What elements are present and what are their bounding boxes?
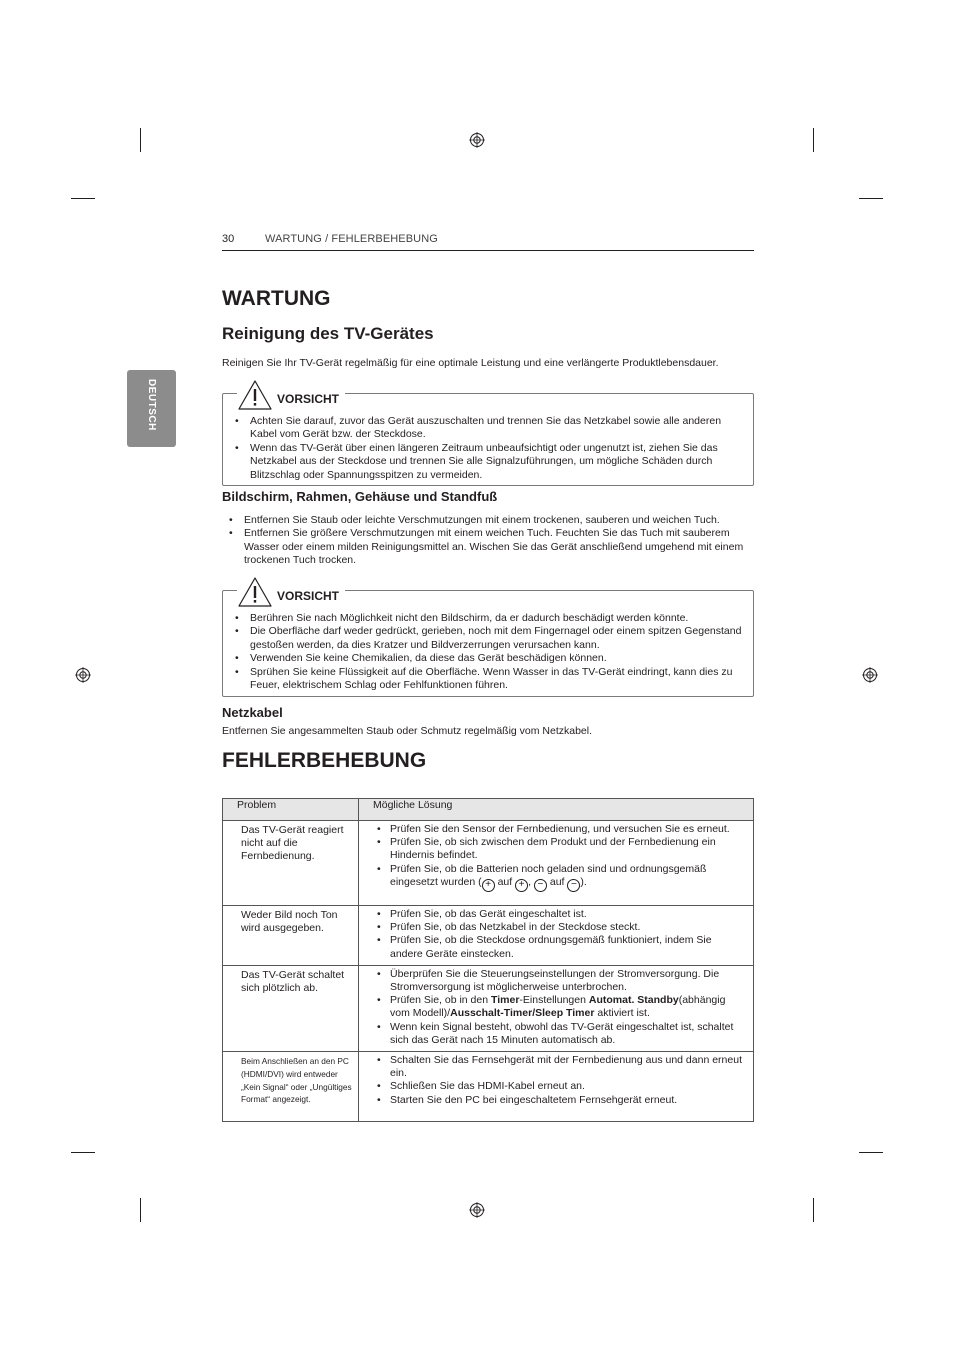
list-item: • Achten Sie darauf, zuvor das Gerät auszuschalten und trennen Sie das Netzkabel sowie alle anderen Kabel vom Gerät bzw. der Steckdose. <box>228 415 743 442</box>
caution-box <box>222 393 754 486</box>
list-item: • Schalten Sie das Fernsehgerät mit der Fernbedienung aus und dann erneut ein. <box>359 1054 747 1080</box>
registration-mark-icon <box>469 132 485 148</box>
list-item: • Prüfen Sie, ob das Netzkabel in der Steckdose steckt. <box>359 921 747 934</box>
list-item: • Starten Sie den PC bei eingeschaltetem Fernsehgerät erneut. <box>359 1094 747 1107</box>
crop-mark <box>813 128 814 152</box>
list-item: • Verwenden Sie keine Chemikalien, da diese das Gerät beschädigen können. <box>228 652 743 665</box>
crop-mark <box>859 198 883 199</box>
registration-mark-icon <box>75 667 91 683</box>
crop-mark <box>71 198 95 199</box>
minus-icon: − <box>567 879 580 892</box>
caution-box <box>222 590 754 697</box>
caution-label: VORSICHT <box>277 589 340 603</box>
problem-cell: Beim Anschließen an den PC (HDMI/DVI) wird entweder „Kein Signal“ oder „Ungültiges Format“ angezeigt. <box>241 1056 352 1105</box>
crop-mark <box>140 1198 141 1222</box>
screen-cleaning-list <box>222 514 758 568</box>
minus-icon: − <box>534 879 547 892</box>
list-item: • Entfernen Sie Staub oder leichte Verschmutzungen mit einem trockenen, sauberen und weichen Tuch. <box>222 514 758 527</box>
list-item: • Prüfen Sie, ob die Batterien noch geladen sind und ordnungsgemäß eingesetzt wurden ( + auf + , − auf − ). <box>359 863 747 892</box>
registration-mark-icon <box>862 667 878 683</box>
cable-text: Entfernen Sie angesammelten Staub oder Schmutz regelmäßig vom Netzkabel. <box>222 725 593 737</box>
caution-label: VORSICHT <box>277 392 340 406</box>
table-row <box>223 965 754 1051</box>
header-divider <box>222 250 754 251</box>
crop-mark <box>140 128 141 152</box>
list-item: • Entfernen Sie größere Verschmutzungen mit einem weichen Tuch. Feuchten Sie das Tuch mit sauberem Wasser oder einem milden Reinigungsmittel an. Wischen Sie das Gerät anschließend umgehend mit einem trockenen Tuch trocken. <box>222 527 758 567</box>
column-header-problem: Problem <box>223 799 359 821</box>
solution-list <box>359 1052 753 1111</box>
solution-list <box>359 966 753 1051</box>
list-item: • Wenn das TV-Gerät über einen längeren Zeitraum unbeaufsichtigt oder ungenutzt ist, ziehen Sie das Netzkabel aus der Steckdose und trennen Sie alle Signalzuführungen, um mögliche Schäden durch Blitzschlag oder Spannungsspitzen zu vermeiden. <box>228 442 743 482</box>
list-item: • Die Oberfläche darf weder gedrückt, gerieben, noch mit dem Fingernagel oder einem spitzen Gegenstand gestoßen werden, da dies Kratzer und Bildverzerrungen verursachen kann. <box>228 625 743 652</box>
list-item: • Sprühen Sie keine Flüssigkeit auf die Oberfläche. Wenn Wasser in das TV-Gerät eindringt, kann dies zu Feuer, elektrischem Schlag oder Fehlfunktionen führen. <box>228 666 743 693</box>
language-tab <box>127 370 176 447</box>
subsection-title: Reinigung des TV-Gerätes <box>222 324 434 343</box>
page-number: 30 <box>222 233 235 245</box>
solution-list <box>359 906 753 965</box>
list-item: • Prüfen Sie den Sensor der Fernbedienung, und versuchen Sie es erneut. <box>359 823 747 836</box>
list-item: • Prüfen Sie, ob sich zwischen dem Produkt und der Fernbedienung ein Hindernis befindet. <box>359 836 747 862</box>
problem-cell: Weder Bild noch Ton wird ausgegeben. <box>241 909 338 935</box>
caution-list <box>228 612 743 692</box>
registration-mark-icon <box>469 1202 485 1218</box>
caution-header <box>237 575 345 609</box>
list-item: • Berühren Sie nach Möglichkeit nicht den Bildschirm, da er dadurch beschädigt werden könnte. <box>228 612 743 625</box>
problem-cell: Das TV-Gerät reagiert nicht auf die Fernbedienung. <box>241 824 344 863</box>
subheading-screen: Bildschirm, Rahmen, Gehäuse und Standfuß <box>222 489 498 504</box>
warning-triangle-icon <box>237 576 273 608</box>
table-row <box>223 821 754 906</box>
language-tab-label: DEUTSCH <box>146 379 157 431</box>
subheading-netzkabel: Netzkabel <box>222 705 283 720</box>
list-item: • Prüfen Sie, ob das Gerät eingeschaltet ist. <box>359 908 747 921</box>
plus-icon: + <box>482 879 495 892</box>
list-item: • Prüfen Sie, ob in den Timer-Einstellungen Automat. Standby(abhängig vom Modell)/Ausschalt-Timer/Sleep Timer aktiviert ist. <box>359 994 747 1020</box>
list-item: • Schließen Sie das HDMI-Kabel erneut an. <box>359 1080 747 1093</box>
running-header: WARTUNG / FEHLERBEHEBUNG <box>265 233 438 245</box>
list-item: • Prüfen Sie, ob die Steckdose ordnungsgemäß funktioniert, indem Sie andere Geräte einstecken. <box>359 934 747 960</box>
intro-text: Reinigen Sie Ihr TV-Gerät regelmäßig für eine optimale Leistung und eine verlängerte Produktlebensdauer. <box>222 357 719 369</box>
table-header-row <box>223 799 754 821</box>
caution-list <box>228 415 743 482</box>
section-title-fehlerbehebung: FEHLERBEHEBUNG <box>222 749 427 772</box>
section-title-wartung: WARTUNG <box>222 287 331 310</box>
list-item: • Wenn kein Signal besteht, obwohl das TV-Gerät eingeschaltet ist, schaltet sich das Gerät nach 15 Minuten automatisch ab. <box>359 1021 747 1047</box>
column-header-solution: Mögliche Lösung <box>359 799 754 821</box>
troubleshooting-table <box>222 798 754 1122</box>
crop-mark <box>71 1152 95 1153</box>
crop-mark <box>813 1198 814 1222</box>
solution-list <box>359 821 753 896</box>
table-row <box>223 1052 754 1122</box>
plus-icon: + <box>515 879 528 892</box>
caution-header <box>237 378 345 412</box>
warning-triangle-icon <box>237 379 273 411</box>
crop-mark <box>859 1152 883 1153</box>
list-item: • Überprüfen Sie die Steuerungseinstellungen der Stromversorgung. Die Stromversorgung ist möglicherweise unterbrochen. <box>359 968 747 994</box>
problem-cell: Das TV-Gerät schaltet sich plötzlich ab. <box>241 968 345 995</box>
table-row <box>223 906 754 966</box>
